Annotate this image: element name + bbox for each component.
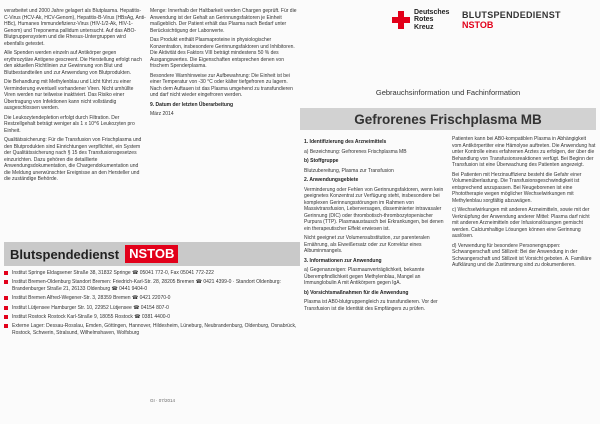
bullet-square-icon [4, 280, 8, 284]
institutes-list [4, 270, 300, 339]
section-heading: 1. Identifizierung des Arzneimittels [304, 139, 387, 145]
list-item [4, 295, 300, 301]
col1-para: Alle Spenden werden einzeln auf Antikörper gegen erythrozytäre Antigene gescreent. Die Herstellung erfolgt nach den aktuellen Richtlinien zur Gewinnung von Blut und Blutbestandteilen und zur Anwendung von Blutprodukten. [4, 50, 142, 76]
col1-para: Qualitätssicherung: Für die Transfusion von Frischplasma und den Blutprodukten sind Einrichtungen verpflichtet, ein System der Qualitätssicherung nach § 15 des Transfusionsgesetzes einzurichten. Dazu gehören die detaillierte Anwendungsdokumentation, die Chargendokumentation und die Meldung unerwünschter Ereignisse an den Hersteller und die zuständige Behörde. [4, 137, 142, 182]
bullet-square-icon [4, 296, 8, 300]
list-item [4, 305, 300, 311]
col1-para: Die Behandlung mit Methylenblau und Licht führt zu einer Verminderung eventuell vorhandener Viren. Nicht umhüllte Viren werden nur teilweise inaktiviert. Das Risiko einer Übertragung von Infektionen kann nicht vollständig ausgeschlossen werden. [4, 79, 134, 111]
section-heading: 3. Informationen zur Anwendung [304, 257, 382, 264]
col4-para: Bei Patienten mit Herzinsuffizienz besteht die Gefahr einer Volumenüberlastung. Die Transfusionsgeschwindigkeit ist entsprechend anzupassen. Bei Neugeborenen ist eine Phototherapie wegen möglicher Wechselwirkungen mit Methylenblau sorgfältig abzuwägen. [452, 171, 582, 204]
list-item [4, 314, 300, 320]
section-text: a) Bezeichnung: Gefrorenes Frischplasma MB [304, 148, 407, 155]
service-title: BLUTSPENDEDIENST [462, 10, 561, 20]
institute-text: Institut Rostock Rostock Karl-Straße 9, 18055 Rostock ☎ 0381 4400-0 [12, 314, 170, 321]
document-number: GI · 07/2014 [150, 398, 176, 403]
col1-para: Die Leukozytendepletion erfolgt durch Filtration. Der Restzellgehalt beträgt weniger als 1 x 10^6 Leukozyten pro Einheit. [4, 114, 135, 134]
red-cross-icon [392, 11, 410, 29]
bullet-square-icon [4, 271, 8, 275]
text-column-2 [150, 8, 300, 424]
banner-name: Blutspendedienst [10, 246, 120, 262]
list-item [4, 279, 300, 292]
drk-logo [392, 6, 596, 34]
service-region: NSTOB [462, 20, 494, 30]
section-text: a) Gegenanzeigen: Plasmaunverträglichkeit, bekannte Überempfindlichkeit gegen Methylenblau, Mangel an Immunglobulin A mit Antikörpern gegen IgA. [304, 267, 425, 286]
section-text: Verminderung oder Fehlen von Gerinnungsfaktoren, wenn kein geeignetes Konzentrat zur Verfügung steht, insbesondere bei komplexen Gerinnungsstörungen im Rahmen von Massivtransfusion, Leberversagen, disseminierter intravasaler Gerinnung (DIC) oder thrombotisch-thrombozytopenischer Purpura (TTP). Plasmaaustausch bei Erkrankungen, bei denen ein therapeutischer Effekt erwiesen ist. [304, 186, 444, 232]
drk-wordmark [414, 9, 456, 32]
section-heading: b) Vorsichtsmaßnahmen für die Anwendung [304, 289, 409, 296]
institute-text: Institut Bremen Alfred-Wegener-Str. 3, 28359 Bremen ☎ 0421 22070-0 [12, 295, 171, 302]
institute-text: Institut Bremen-Oldenburg Standort Bremen: Friedrich-Karl-Str. 28, 28205 Bremen ☎ 0421 4399-0 · Standort Oldenburg: Brandenburger Straße 21, 26133 Oldenburg ☎ 0441 9404-0 [12, 279, 281, 292]
drk-line: Deutsches [414, 8, 450, 16]
revision-date-value: März 2014 [150, 111, 174, 117]
blutspendedienst-banner [4, 242, 300, 266]
col2-para: Besondere Warnhinweise zur Aufbewahrung: Die Einheit ist bei einer Temperatur von -30 °C oder kälter tiefgefroren zu lagern. Nach dem Auftauen ist das Plasma umgehend zu transfundieren und darf nicht wieder eingefroren werden. [150, 72, 293, 98]
list-item [4, 323, 300, 336]
text-column-4 [452, 136, 596, 424]
col4-para: c) Wechselwirkungen mit anderen Arzneimitteln, sowie mit der Verknüpfung der Anwendung anderer Mittel: Plasma darf nicht mit anderen Arzneimitteln oder Infusionslösungen gemischt werden. Calciumhaltige Lösungen können eine Gerinnung auslösen. [452, 207, 590, 239]
product-title-bar [300, 108, 596, 130]
section-heading: 2. Anwendungsgebiete [304, 177, 359, 183]
section-heading: b) Stoffgruppe [304, 158, 339, 164]
banner-region: NSTOB [125, 245, 178, 263]
col2-para: Menge: Innerhalb der Haltbarkeit werden Chargen geprüft. Für die Anwendung ist der Gehalt an Gerinnungsfaktoren je Einheit maßgeblich. Der Patient erhält das Plasma nach Bedarf unter Berücksichtigung der Laborwerte. [150, 8, 297, 34]
bullet-square-icon [4, 324, 8, 328]
col4-para: Patienten kann bei AB0-kompatiblen Plasma in Abhängigkeit vom Antikörpertiter eine Hämolyse auftreten. Die Anwendung hat unter Kontrolle eines erfahrenen Arztes zu erfolgen, der über die Behandlung von Transfusionsreaktionen verfügt. Bei Beginn der Transfusion ist eine Überwachung des Patienten angezeigt. [452, 136, 596, 168]
product-title: Gefrorenes Frischplasma MB [354, 111, 542, 127]
bullet-square-icon [4, 315, 8, 319]
institute-text: Institut Springe Eldagsener Straße 38, 31832 Springe ☎ 05041 772-0, Fax 05041 772-222 [12, 270, 214, 276]
section-text: Blutzubereitung, Plasma zur Transfusion [304, 167, 394, 174]
col4-para: d) Verwendung für besondere Personengruppen: Schwangerschaft und Stillzeit: Bei der Anwendung in der Schwangerschaft und Stillzeit ist Vorsicht geboten. A. Familiäre Aufklärung und die Zustimmung sind zu dokumentieren. [452, 242, 592, 268]
institute-text: Externe Lager: Dessau-Rosslau, Emden, Göttingen, Hannover, Hildesheim, Lüneburg, Neubrandenburg, Oldenburg, Osnabrück, Rostock, Schwerin, Stralsund, Wilhelmshaven, Wolfsburg [12, 323, 297, 336]
col1-para: verarbeitet und 2000 Jahre gelagert als Blutplasma. Hepatitis-C-Virus (HCV-Ak, HCV-Genom), Hepatitis-B-Virus (HBsAg, Anti-HBc), Humanes Immundefizienz-Virus (HIV-1/2-Ak, HIV-1-Genom) und Treponema pallidum untersucht. Auf das ABO-Blutgruppensystem und die Rhesus-Untergruppen wird ebenfalls getestet. [4, 8, 146, 47]
drk-line: Rotes [414, 16, 434, 24]
revision-date-heading: 9. Datum der letzten Überarbeitung [150, 101, 234, 108]
list-item [4, 270, 300, 276]
institute-text: Institut Lütjensee Hamburger Str. 10, 22952 Lütjensee ☎ 04154 807-0 [12, 304, 169, 311]
text-column-3 [304, 136, 444, 424]
info-subtitle: Gebrauchsinformation und Fachinformation [375, 88, 521, 97]
service-name [462, 10, 561, 30]
section-text: Nicht geeignet zur Volumensubstitution, zur parenteralen Ernährung, als Eiweißersatz oder zur Korrektur eines Albuminmangels. [304, 235, 430, 254]
drk-line: Kreuz [414, 23, 434, 31]
text-column-1 [4, 8, 146, 424]
col2-para: Das Produkt enthält Plasmaproteine in physiologischer Konzentration, insbesondere Gerinnungsfaktoren und Inhibitoren. Die Aktivität des Faktors VIII beträgt mindestens 50 % des Ausgangswertes. Die Eigenschaften entsprechen denen von frischem Spenderplasma. [150, 37, 295, 69]
section-text: Plasma ist AB0-blutgruppengleich zu transfundieren. Vor der Transfusion ist die Identität des Empfängers zu prüfen. [304, 299, 438, 312]
bullet-square-icon [4, 306, 8, 310]
